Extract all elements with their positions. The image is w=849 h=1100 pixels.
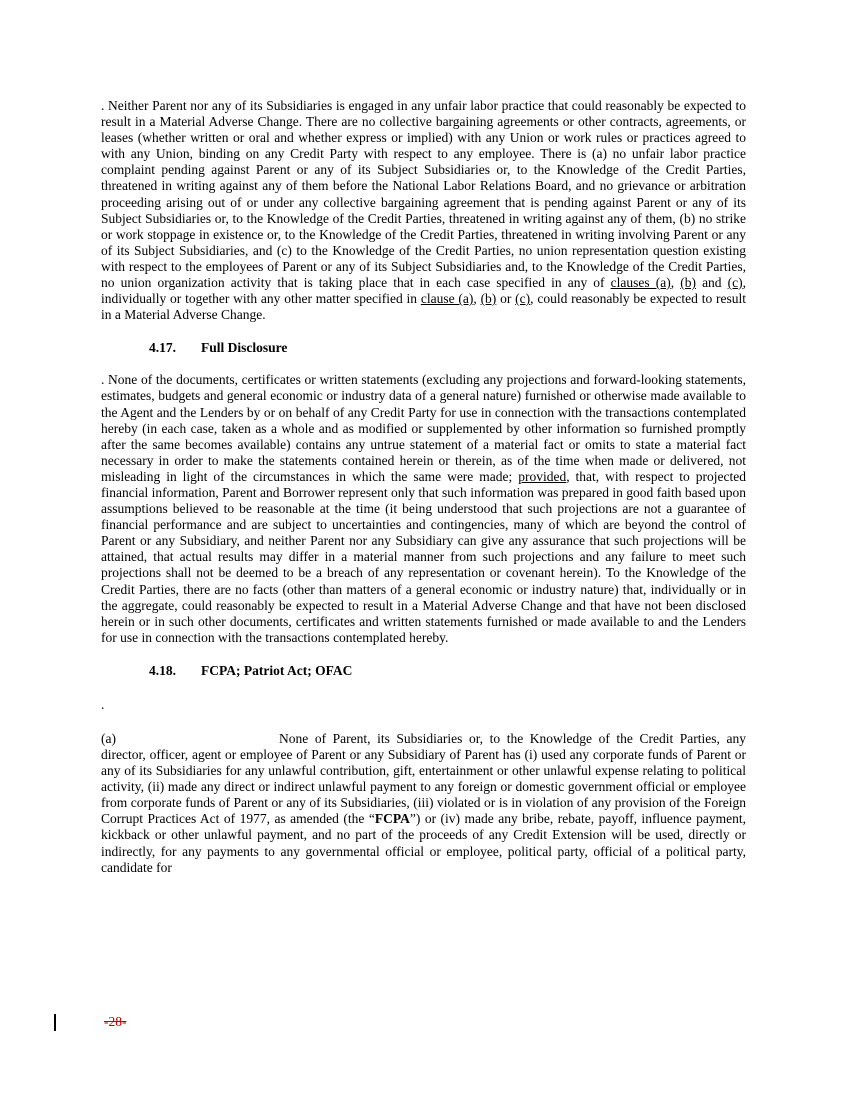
page-number: -28- [104, 1014, 127, 1029]
defined-term: FCPA [374, 811, 410, 827]
clause-reference: (b) [480, 291, 497, 307]
section-title: Full Disclosure [201, 340, 288, 356]
clause-reference: (c) [727, 275, 743, 291]
section-4-17-paragraph [101, 372, 746, 646]
clause-reference: (c) [515, 291, 531, 307]
section-number: 4.17. [149, 340, 176, 356]
paragraph-text: None of Parent, its Subsidiaries or, to the Knowledge of the Credit Parties, any director, officer, agent or employee of Parent or any Subsidiary of Parent has (i) used any corporate funds of Parent or any of its Subsidiaries for any unlawful contribution, gift, entertainment or other unlawful expense relating to political activity, (ii) made any direct or indirect unlawful payment to any foreign or domestic government official or employee from corporate funds of Parent or any of its Subsidiaries, (iii) violated or is in violation of any provision of the Foreign Corrupt Practices Act of 1977, as amended (the “ [101, 730, 746, 827]
paragraph-text: , individually or together with any other matter specified in [101, 275, 747, 307]
conjunction: or [496, 291, 516, 307]
page-number-value: 28 [108, 1014, 122, 1029]
conjunction: and [695, 275, 728, 291]
separator: , [670, 275, 681, 291]
section-4-16-paragraph [101, 98, 746, 323]
revision-change-bar [54, 1014, 56, 1031]
paragraph-text: . Neither Parent nor any of its Subsidiaries is engaged in any unfair labor practice that could reasonably be expected to result in a Material Adverse Change. There are no collective bargaining agreements or other contracts, agreements, or leases (whether written or oral and whether express or implied) with any Union or work rules or practices agreed to with any Union, binding on any Credit Party with respect to any employee. There is (a) no unfair labor practice complaint pending against Parent or any of its Subject Subsidiaries or, to the Knowledge of the Credit Parties, threatened in writing against any of them before the National Labor Relations Board, and no grievance or arbitration proceeding arising out of or under any collective bargaining agreement that is pending against Parent or any of its Subject Subsidiaries or, to the Knowledge of the Credit Parties, threatened in writing against any of them, (b) no strike or work stoppage in existence or, to the Knowledge of the Credit Parties, threatened in writing involving Parent or any of its Subject Subsidiaries, and (c) to the Knowledge of the Credit Parties, no union representation question existing with respect to the employees of Parent or any of its Subject Subsidiaries and, to the Knowledge of the Credit Parties, no union organization activity that is taking place that in each case specified in any of [101, 98, 746, 291]
paragraph-text: , could reasonably be expected to result in a Material Adverse Change. [101, 291, 746, 323]
section-heading-4-17 [101, 340, 746, 356]
section-title: FCPA; Patriot Act; OFAC [201, 662, 353, 678]
document-page [101, 98, 746, 876]
separator: , [473, 291, 481, 307]
defined-term: provided [518, 468, 567, 484]
paragraph-text: ”) or (iv) made any bribe, rebate, payoff, influence payment, kickback or other unlawful payment, and no part of the proceeds of any Credit Extension will be used, directly or indirectly, for any payments to any governmental official or employee, political party, official of a political party, candidate for [101, 811, 746, 875]
section-heading-4-18 [101, 663, 746, 679]
paragraph-text: . None of the documents, certificates or written statements (excluding any projections and forward-looking statements, estimates, budgets and general economic or industry data of a general nature) furnished or otherwise made available to the Agent and the Lenders by or on behalf of any Credit Party for use in connection with the transactions contemplated hereby (in each case, taken as a whole and as modified or supplemented by other information so furnished promptly after the same becomes available) contains any untrue statement of a material fact or omits to state a material fact necessary in order to make the statements contained herein or therein, as of the time when made or delivered, not misleading in light of the circumstances in which the same were made; [101, 372, 746, 484]
section-4-18-period: . [101, 696, 105, 712]
clause-reference: clauses (a) [610, 275, 671, 291]
section-4-18-a-paragraph [101, 731, 746, 876]
clause-reference: (b) [680, 275, 696, 291]
paragraph-text: , that, with respect to projected financial information, Parent and Borrower represent only that such information was prepared in good faith based upon assumptions believed to be reasonable at the time (it being understood that such projections are not a guarantee of financial performance and are subject to uncertainties and contingencies, many of which are beyond the control of Parent or any Subsidiary, and neither Parent nor any Subsidiary can give any assurance that such projections will be attained, that actual results may differ in a material manner from such projections and any failure to meet such projections shall not be deemed to be a breach of any representation or covenant herein). To the Knowledge of the Credit Parties, there are no facts (other than matters of a general economic or industry nature) that, individually or in the aggregate, could reasonably be expected to result in a Material Adverse Change and that have not been disclosed herein or in such other documents, certificates and written statements furnished or made available to and the Lenders for use in connection with the transactions contemplated hereby. [101, 468, 746, 645]
subsection-label: (a) [101, 730, 116, 746]
section-number: 4.18. [149, 662, 176, 678]
clause-reference: clause (a) [420, 291, 474, 307]
